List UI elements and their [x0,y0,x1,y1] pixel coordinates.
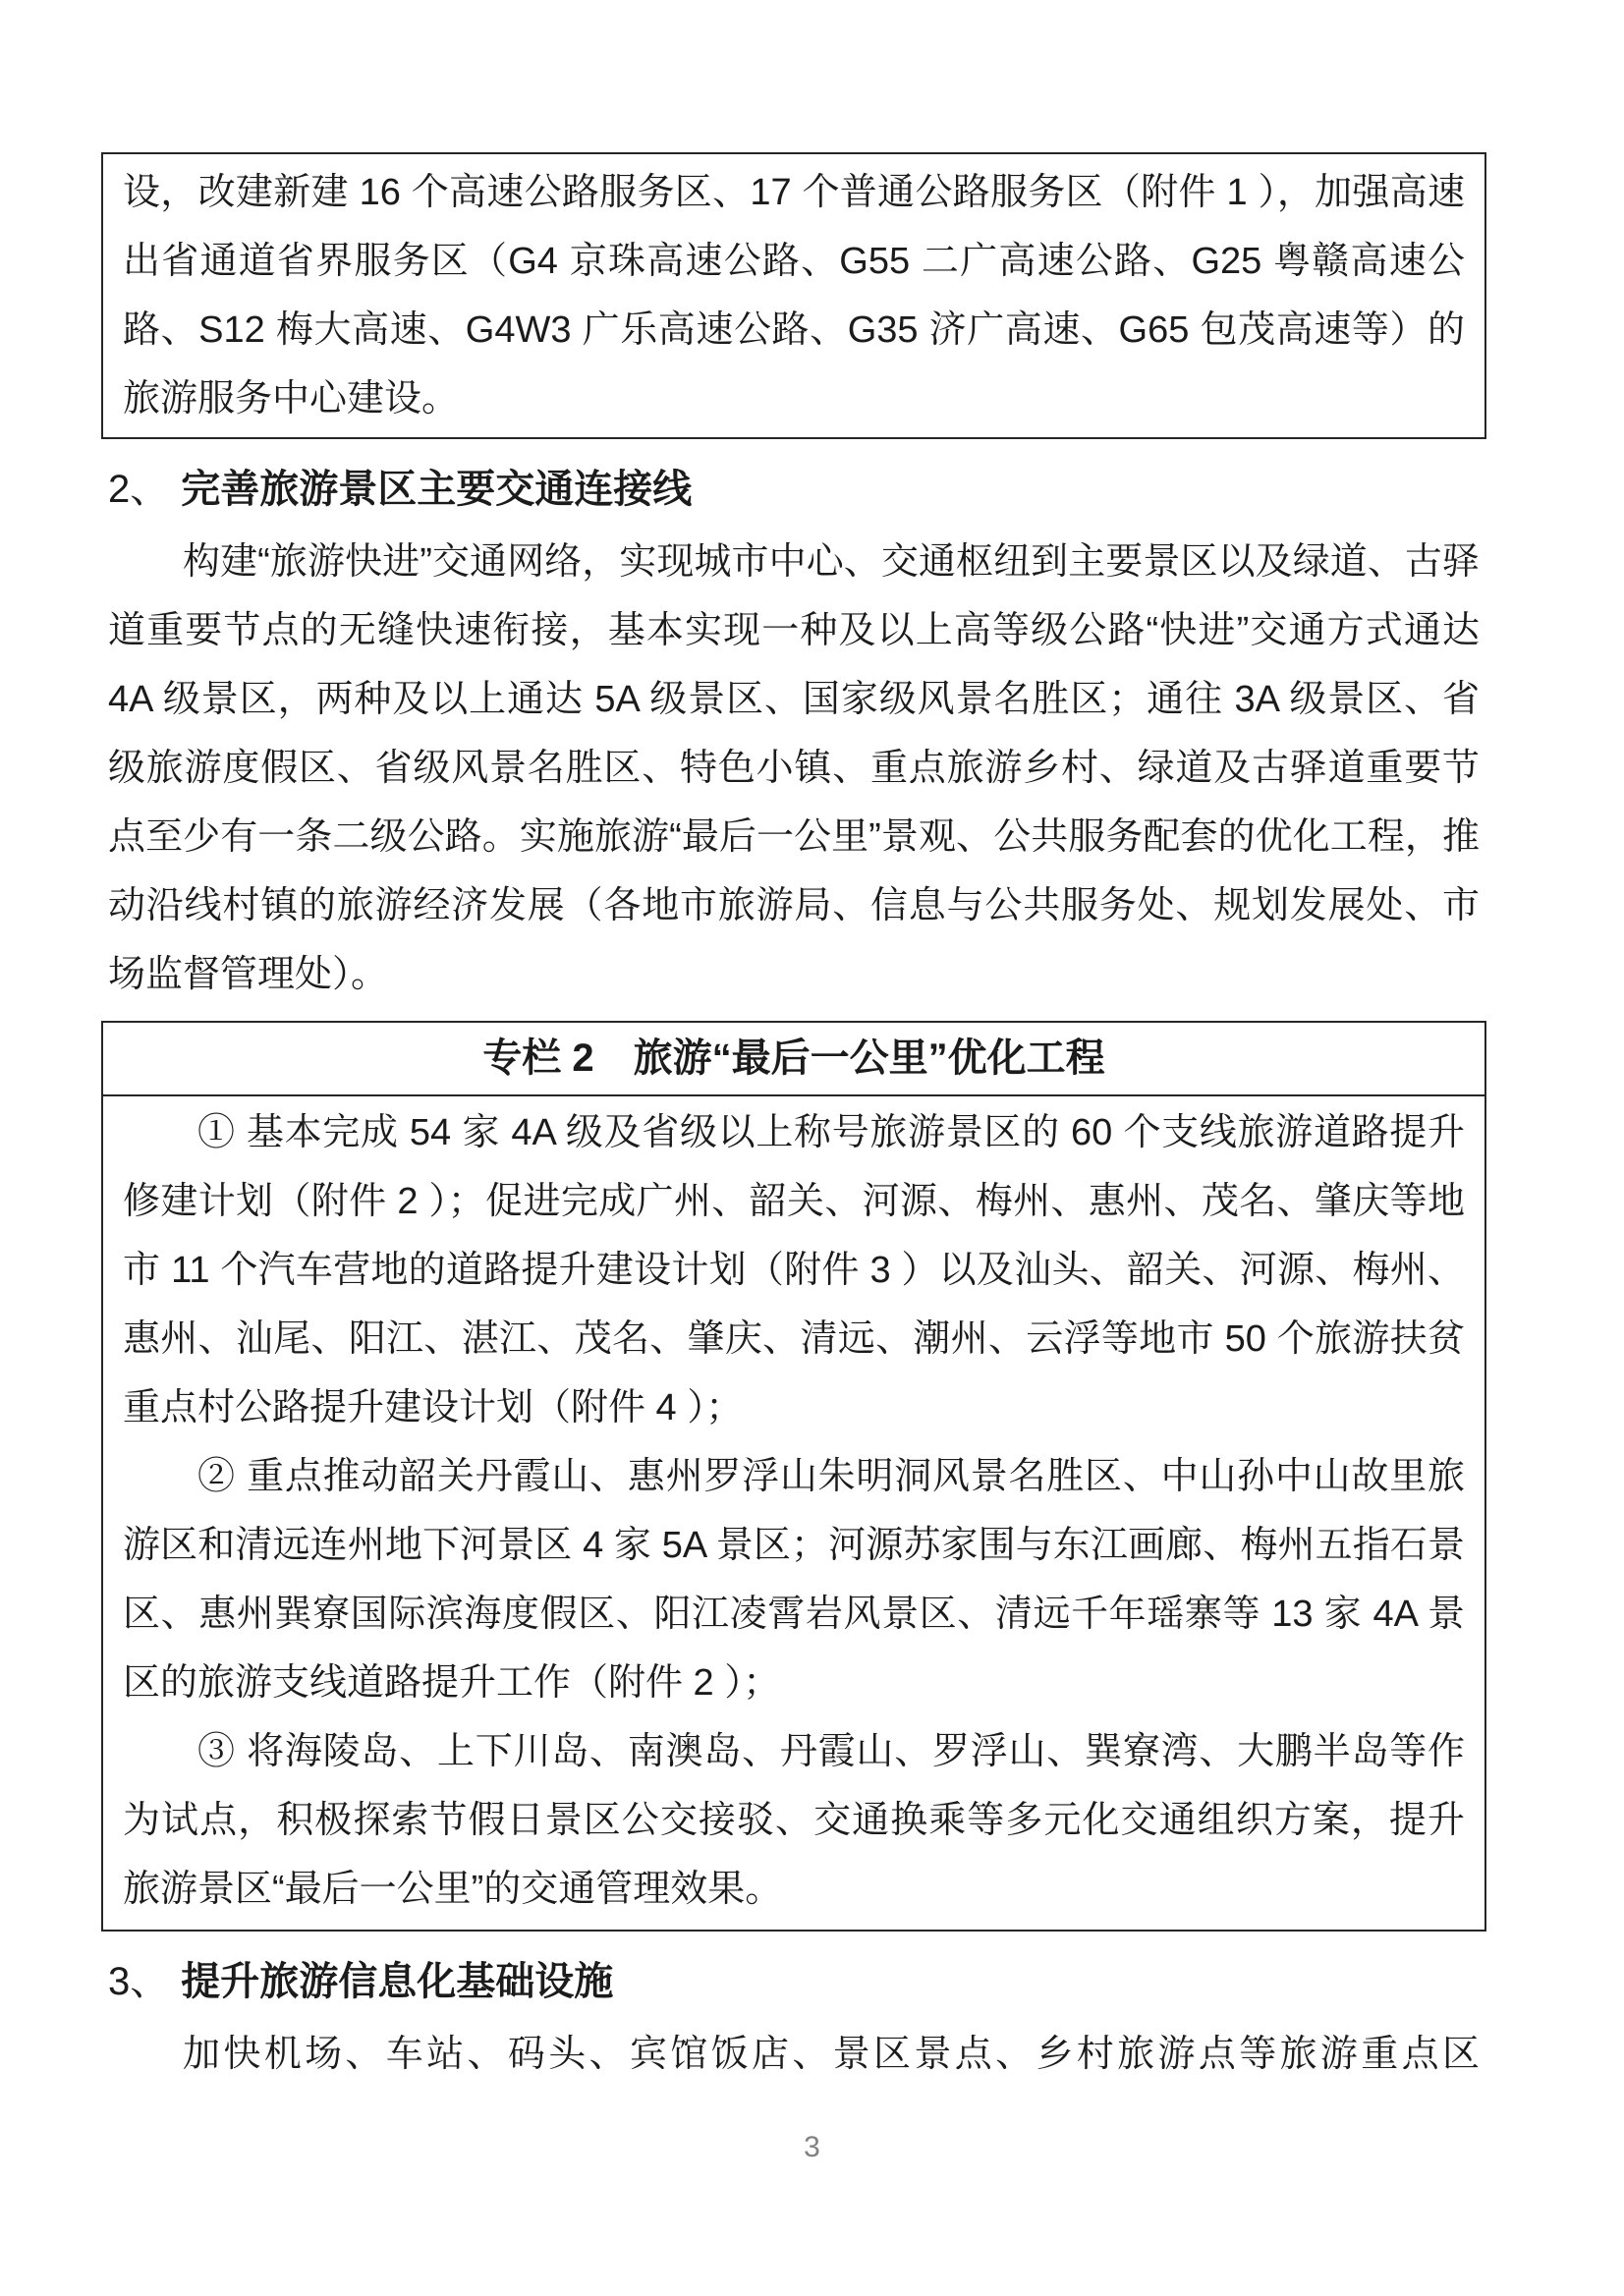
callout-heading: 专栏 2 旅游“最后一公里”优化工程 [103,1023,1484,1096]
section-3-title: 提升旅游信息化基础设施 [181,1960,614,2003]
callout-body [103,1096,1484,1930]
callout-item-1: ① 基本完成 54 家 4A 级及省级以上称号旅游景区的 60 个支线旅游道路提升修建计划（附件 2 ）；促进完成广州、韶关、河源、梅州、惠州、茂名、肇庆等地市 11 个汽车营地的道路提升建设计划（附件 3 ）以及汕头、韶关、河源、梅州、惠州、汕尾、阳江、湛江、茂名、肇庆、清远、潮州、云浮等地市 50 个旅游扶贫重点村公路提升建设计划（附件 4 ）； [123,1112,1465,1428]
section-3-number: 3、 [108,1960,170,2003]
section-2-title: 完善旅游景区主要交通连接线 [181,468,693,511]
callout-box [101,1021,1486,1932]
continued-text-box [101,152,1486,439]
callout-item-2: ② 重点推动韶关丹霞山、惠州罗浮山朱明洞风景名胜区、中山孙中山故里旅游区和清远连州地下河景区 4 家 5A 景区；河源苏家围与东江画廊、梅州五指石景区、惠州巽寮国际滨海度假区、阳江凌霄岩风景区、清远千年瑶寨等 13 家 4A 景区的旅游支线道路提升工作（附件 2 ）； [123,1456,1465,1704]
section-3-paragraph: 加快机场、车站、码头、宾馆饭店、景区景点、乡村旅游点等旅游重点区 [183,2034,1480,2075]
callout-item-3: ③ 将海陵岛、上下川岛、南澳岛、丹霞山、罗浮山、巽寮湾、大鹏半岛等作为试点，积极探索节假日景区公交接驳、交通换乘等多元化交通组织方案，提升旅游景区“最后一公里”的交通管理效果。 [123,1731,1465,1910]
section-2-paragraph: 构建“旅游快进”交通网络，实现城市中心、交通枢纽到主要景区以及绿道、古驿道重要节点的无缝快速衔接，基本实现一种及以上高等级公路“快进”交通方式通达 4A 级景区，两种及以上通达 5A 级景区、国家级风景名胜区；通往 3A 级景区、省级旅游度假区、省级风景名胜区、特色小镇、重点旅游乡村、绿道及古驿道重要节点至少有一条二级公路。实施旅游“最后一公里”景观、公共服务配套的优化工程，推动沿线村镇的旅游经济发展（各地市旅游局、信息与公共服务处、规划发展处、市场监督管理处）。 [108,541,1480,995]
continued-paragraph: 设，改建新建 16 个高速公路服务区、17 个普通公路服务区（附件 1 ），加强高速出省通道省界服务区（G4 京珠高速公路、G55 二广高速公路、G25 粤赣高速公路、S12 梅大高速、G4W3 广乐高速公路、G35 济广高速、G65 包茂高速等）的旅游服务中心建设。 [123,172,1465,420]
section-heading-3 [108,1951,1480,2012]
section-heading-2 [108,459,1480,520]
section-2-number: 2、 [108,468,170,511]
page-content [101,0,1486,2089]
page-number: 3 [804,2131,820,2163]
